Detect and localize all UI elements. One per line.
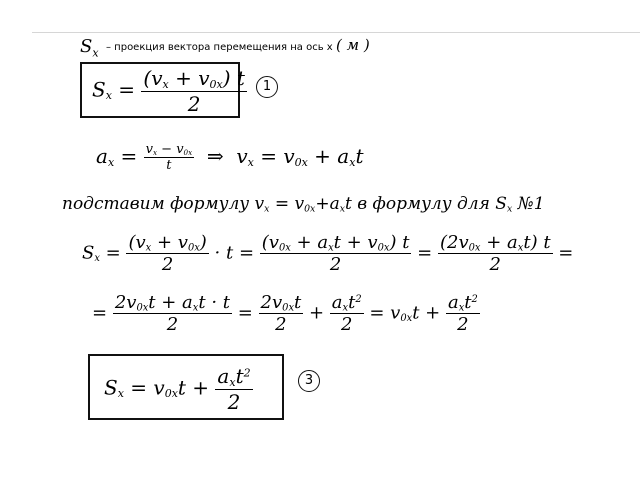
header-caption: – проекция вектора перемещения на ось x — [106, 42, 333, 53]
header-unit: ( м ) — [336, 36, 370, 54]
acceleration-step: $a_x$ = $\frac{v_x - v_{0x}}{t}$ ⇒ $v_x = v_{0x} + a_xt$ — [96, 142, 364, 173]
formula-1: $S_x$ = $\frac{(v_x + v_{0x}) t}{2}$ — [92, 66, 245, 116]
substitution-sentence: подставим формулу $v_x = v_{0x}+a_xt$ в формулу для $S_x$ №1 — [62, 194, 545, 215]
formula-3-marker: 3 — [298, 370, 320, 392]
formula-3: $S_x = v_{0x}t$ + $\frac{a_xt^2}{2}$ — [104, 364, 251, 414]
derivation-line-1: $S_x$ = $\frac{(v_x + v_{0x})}{2}$ · t = $\frac{(v_{0x} + a_xt + v_{0x}) t}{2}$ = $\frac{(2v_{0x} + a_xt) t}{2}$ = — [82, 232, 574, 276]
top-divider — [32, 32, 640, 33]
formula-1-marker: 1 — [256, 76, 278, 98]
derivation-line-2: = $\frac{2v_{0x}t + a_xt \cdot t}{2}$ = $\frac{2v_{0x}t}{2}$ + $\frac{a_xt^2}{2}$ = $v_{0x}t$ + $\frac{a_xt^2}{2}$ — [92, 292, 478, 336]
header-symbol: $S_x$ — [80, 36, 99, 60]
